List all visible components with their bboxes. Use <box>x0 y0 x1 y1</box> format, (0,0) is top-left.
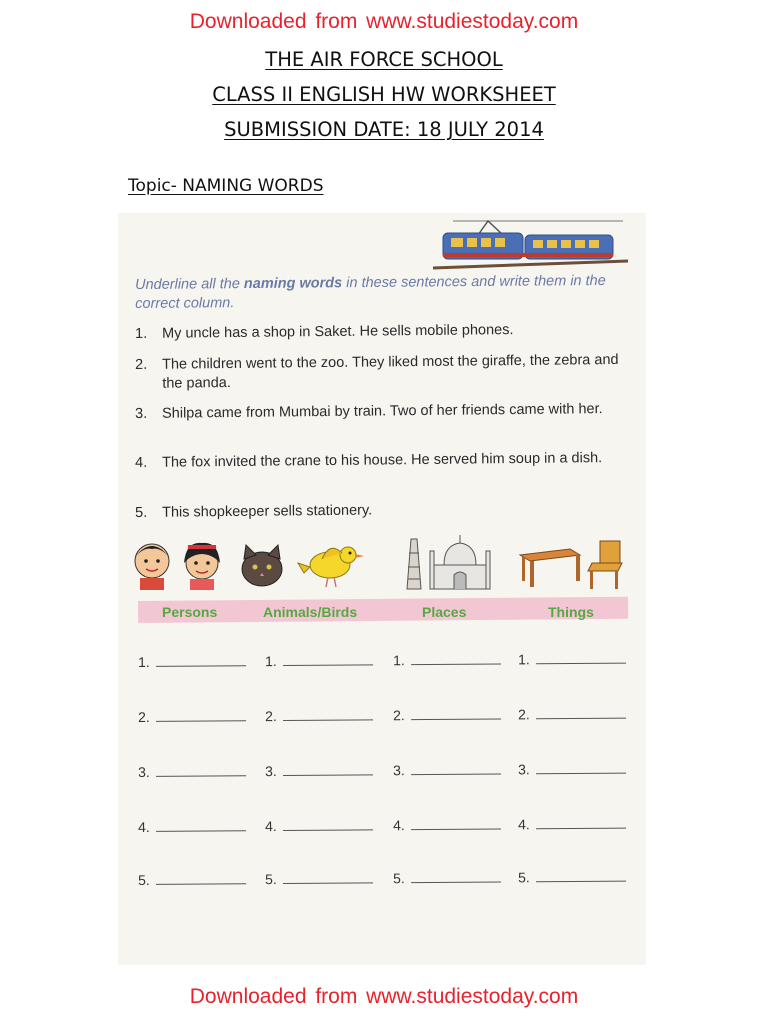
question-number: 2. <box>135 356 148 373</box>
worksheet-scan <box>118 213 646 965</box>
question-text: The fox invited the crane to his house. He served him soup in a dish. <box>162 450 603 471</box>
answer-number: 3. <box>264 763 277 780</box>
instruction-text <box>135 272 635 314</box>
answer-blank-places[interactable] <box>393 869 501 886</box>
question-number: 4. <box>135 454 148 471</box>
question-2 <box>135 351 635 394</box>
question-4 <box>135 449 635 473</box>
answer-number: 3. <box>392 762 405 779</box>
question-1 <box>135 320 635 344</box>
answer-blank-animals[interactable] <box>265 707 373 724</box>
download-notice-bottom: Downloaded from www.studiestoday.com <box>189 985 579 1008</box>
answer-blank-animals[interactable] <box>265 652 373 669</box>
answer-number: 3. <box>517 761 530 778</box>
answer-blank-animals[interactable] <box>265 870 373 887</box>
answer-number: 5. <box>517 869 530 886</box>
answer-blank-persons[interactable] <box>138 653 246 670</box>
answer-blank-persons[interactable] <box>138 818 246 835</box>
answer-number: 5. <box>392 870 405 887</box>
bird-icon <box>298 547 364 587</box>
answer-blank-things[interactable] <box>518 706 626 723</box>
column-things: Things <box>548 604 594 620</box>
taj-mahal-icon <box>430 535 490 589</box>
answer-number: 1. <box>264 653 277 670</box>
worksheet-title: CLASS II ENGLISH HW WORKSHEET <box>212 83 556 106</box>
cat-icon <box>242 545 282 586</box>
answer-blank-things[interactable] <box>518 761 626 778</box>
girl-icon <box>184 543 220 590</box>
answer-row-3 <box>138 761 638 788</box>
answer-number: 4. <box>392 817 405 834</box>
answer-blank-things[interactable] <box>518 869 626 886</box>
answer-row-1 <box>138 651 638 678</box>
answer-blank-things[interactable] <box>518 816 626 833</box>
answer-blank-animals[interactable] <box>265 817 373 834</box>
question-text: This shopkeeper sells stationery. <box>162 502 373 521</box>
question-number: 1. <box>135 325 148 342</box>
answer-number: 4. <box>264 818 277 835</box>
answer-blank-persons[interactable] <box>138 871 246 888</box>
instruction-bold: naming words <box>243 275 343 293</box>
instruction-pre: Underline all the <box>135 276 244 293</box>
answer-blank-persons[interactable] <box>138 708 246 725</box>
answer-number: 2. <box>138 708 150 725</box>
answer-blank-things[interactable] <box>518 651 626 668</box>
answer-number: 1. <box>138 653 150 670</box>
answer-number: 2. <box>517 706 530 723</box>
question-number: 5. <box>135 504 148 521</box>
school-title: THE AIR FORCE SCHOOL <box>265 48 503 71</box>
answer-number: 1. <box>517 651 530 668</box>
answer-row-4 <box>138 816 638 843</box>
answer-blank-animals[interactable] <box>265 762 373 779</box>
answer-number: 4. <box>517 816 530 833</box>
answer-number: 1. <box>392 652 405 669</box>
question-text: My uncle has a shop in Saket. He sells mobile phones. <box>162 322 514 342</box>
submission-date: SUBMISSION DATE: 18 JULY 2014 <box>224 118 544 141</box>
answer-blank-places[interactable] <box>393 651 501 668</box>
answer-row-5 <box>138 869 638 896</box>
answer-number: 4. <box>138 818 150 835</box>
answer-number: 5. <box>138 871 150 888</box>
answer-blank-persons[interactable] <box>138 763 246 780</box>
answer-number: 5. <box>264 871 277 888</box>
answer-number: 3. <box>138 763 150 780</box>
answer-blank-places[interactable] <box>393 816 501 833</box>
category-illustrations <box>130 533 630 593</box>
answer-number: 2. <box>392 707 405 724</box>
chair-icon <box>588 541 622 589</box>
column-animals-birds: Animals/Birds <box>263 604 358 620</box>
question-text: The children went to the zoo. They liked most the giraffe, the zebra and the panda. <box>162 351 619 392</box>
table-icon <box>520 549 580 587</box>
topic-heading: Topic- NAMING WORDS <box>128 176 324 196</box>
answer-number: 2. <box>264 708 277 725</box>
question-5 <box>135 499 635 523</box>
answer-blank-places[interactable] <box>393 706 501 723</box>
question-number: 3. <box>135 405 148 422</box>
instruction-post: in these sentences and write them in the correct column. <box>135 272 606 312</box>
boy-icon <box>135 544 169 590</box>
qutub-minar-icon <box>407 539 421 589</box>
column-places: Places <box>422 604 467 620</box>
question-3 <box>135 400 635 424</box>
question-text: Shilpa came from Mumbai by train. Two of her friends came with her. <box>162 401 603 422</box>
answer-blank-places[interactable] <box>393 761 501 778</box>
download-notice-top: Downloaded from www.studiestoday.com <box>189 10 579 33</box>
train-illustration <box>423 213 638 273</box>
answer-row-2 <box>138 706 638 733</box>
column-persons: Persons <box>162 604 218 620</box>
